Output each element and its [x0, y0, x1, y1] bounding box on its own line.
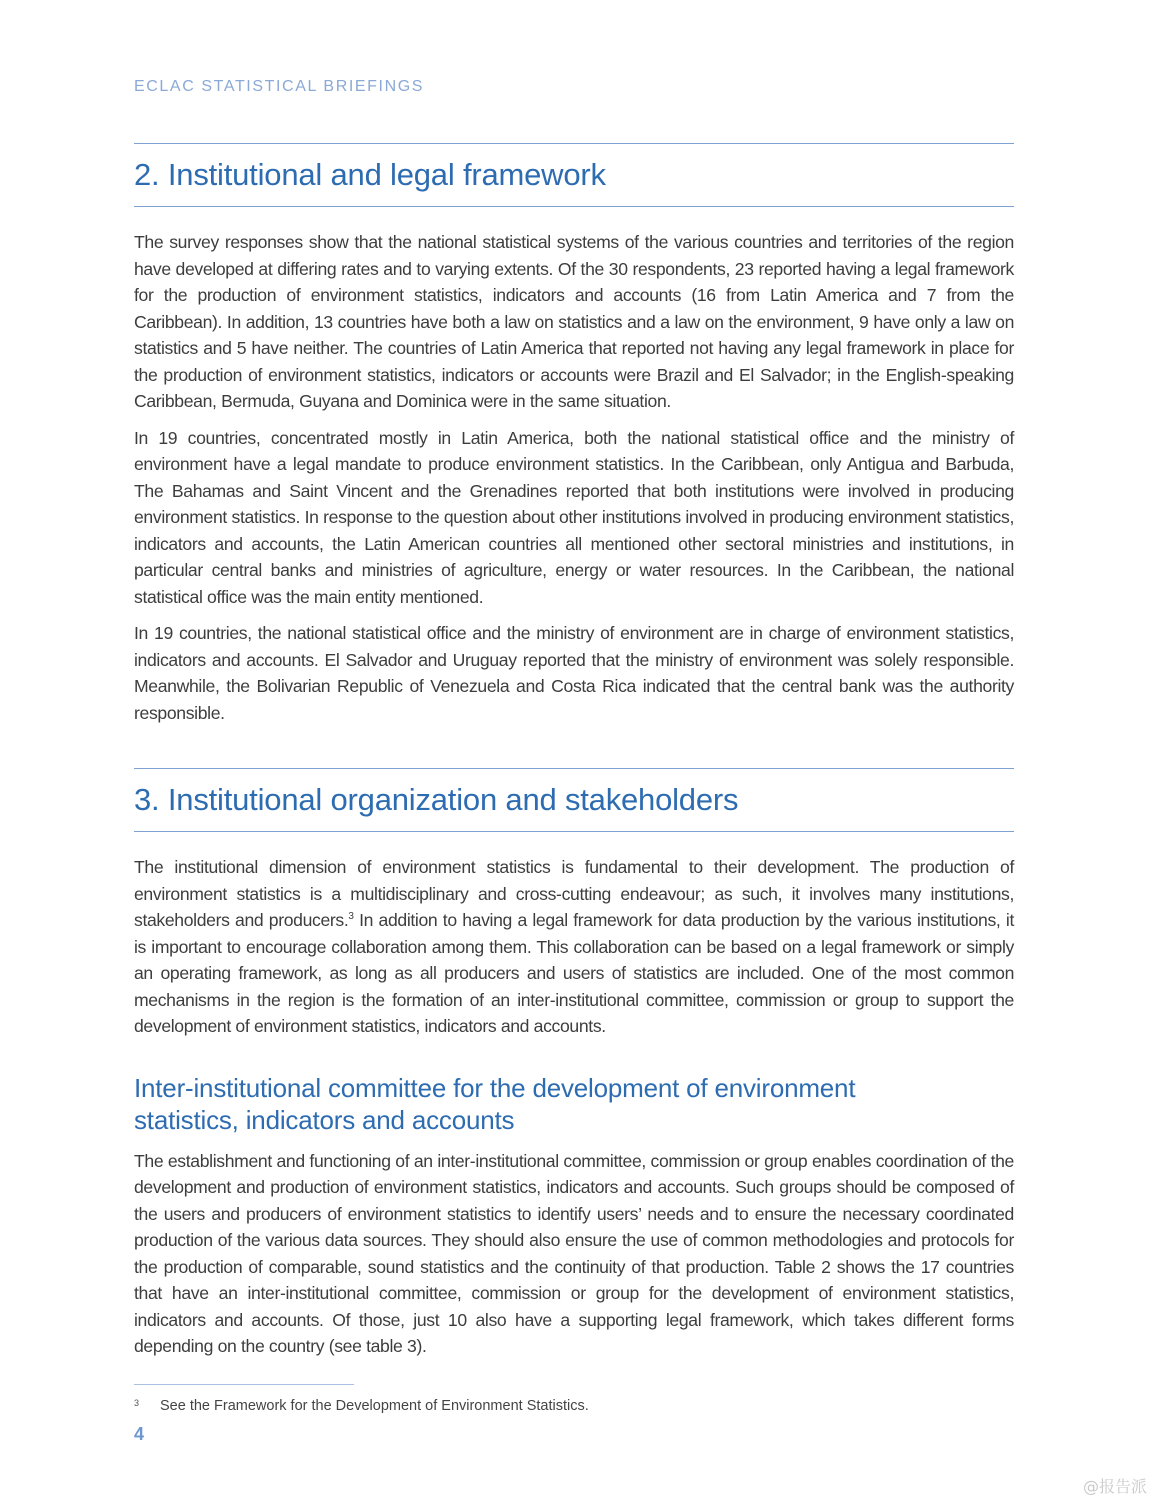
subsection-title: Inter-institutional committee for the development of environment statistics, indicators and accounts [134, 1072, 856, 1135]
paragraph-text: The institutional dimension of environment statistics is fundamental to their development. The production of environment statistics is a multidisciplinary and cross-cutting endeavour; as such, it involves many institutions, stakeholders and producers. [134, 857, 1014, 930]
section-bottom-rule [134, 831, 1014, 832]
footnote-text: See the Framework for the Development of Environment Statistics. [160, 1398, 589, 1414]
footnote-number: 3 [134, 1398, 140, 1408]
section-title: 2. Institutional and legal framework [134, 157, 606, 192]
subsection-body [134, 1148, 1014, 1360]
section-title: 3. Institutional organization and stakeholders [134, 782, 739, 817]
section-institutional-organization [134, 768, 1014, 1370]
section-body [134, 229, 1014, 726]
paragraph-text: In addition to having a legal framework for data production by the various institutions, it is important to encourage collaboration among them. This collaboration can be based on a legal framework or simply an operating framework, as long as all producers and users of statistics are included. One of the most common mechanisms in the region is the formation of an inter-institutional committee, commission or group to support the development of environment statistics, indicators and accounts. [134, 910, 1014, 1036]
watermark: @报告派 [1082, 1477, 1147, 1496]
section-bottom-rule [134, 206, 1014, 207]
paragraph [134, 854, 1014, 1040]
running-header: ECLAC STATISTICAL BRIEFINGS [134, 78, 425, 95]
section-legal-framework [134, 143, 1014, 736]
paragraph: The survey responses show that the national statistical systems of the various countries and territories of the region have developed at differing rates and to varying extents. Of the 30 respondents, 23 reported having a legal framework for the production of environment statistics, indicators and accounts (16 from Latin America and 7 from the Caribbean). In addition, 13 countries have both a law on statistics and a law on the environment, 9 have only a law on statistics and 5 have neither. The countries of Latin America that reported not having any legal framework in place for the production of environment statistics, indicators or accounts were Brazil and El Salvador; in the English-speaking Caribbean, Bermuda, Guyana and Dominica were in the same situation. [134, 232, 1014, 411]
footnote-divider [134, 1384, 354, 1385]
footnote-reference[interactable]: 3 [348, 911, 354, 923]
subsection [134, 1072, 1014, 1360]
footnote [134, 1396, 589, 1416]
section-body [134, 854, 1014, 1040]
page-number: 4 [134, 1424, 145, 1444]
paragraph: In 19 countries, the national statistical office and the ministry of environment are in charge of environment statistics, indicators and accounts. El Salvador and Uruguay reported that the ministry of environment was solely responsible. Meanwhile, the Bolivarian Republic of Venezuela and Costa Rica indicated that the central bank was the authority responsible. [134, 623, 1014, 723]
paragraph: The establishment and functioning of an inter-institutional committee, commission or group enables coordination of the development and production of environment statistics, indicators and accounts. Such groups should be composed of the users and producers of environment statistics to identify users’ needs and to ensure the necessary coordinated production of the various data sources. They should also ensure the use of common methodologies and protocols for the production of comparable, sound statistics and the continuity of that production. Table 2 shows the 17 countries that have an inter-institutional committee, commission or group for the development of environment statistics, indicators and accounts. Of those, just 10 also have a supporting legal framework, which takes different forms depending on the country (see table 3). [134, 1150, 1014, 1356]
paragraph: In 19 countries, concentrated mostly in Latin America, both the national statistical office and the ministry of environment have a legal mandate to produce environment statistics. In the Caribbean, only Antigua and Barbuda, The Bahamas and Saint Vincent and the Grenadines reported that both institutions were involved in producing environment statistics. In response to the question about other institutions involved in producing environment statistics, indicators and accounts, the Latin American countries all mentioned other sectoral ministries and institutions, in particular central banks and ministries of agriculture, energy or water resources. In the Caribbean, the national statistical office was the main entity mentioned. [134, 427, 1014, 607]
